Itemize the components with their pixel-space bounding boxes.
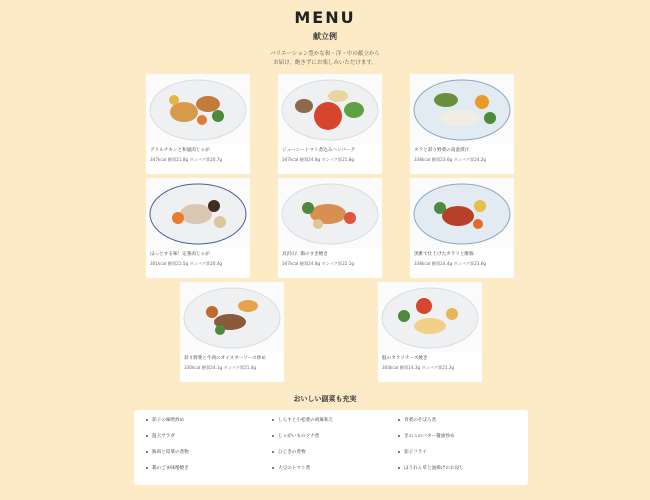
dish-photo	[278, 74, 382, 144]
dish-photo	[410, 178, 514, 248]
dish-nutrition: 347kcal 糖質21.8g タンパク質20.7g	[150, 157, 223, 162]
page-subtitle: 献立例	[313, 32, 337, 41]
side-dishes-title: おいしい副菜も充実	[293, 395, 357, 403]
dish-nutrition: 347kcal 糖質24.8g タンパク質22.1g	[282, 261, 355, 266]
dish-nutrition: 301kcal 糖質21.5g タンパク質20.4g	[150, 261, 223, 266]
menu-card[interactable]	[146, 74, 250, 174]
dish-name: 黒酢で仕上げたカラリと酢豚	[414, 252, 474, 257]
side-dishes-column-1	[146, 418, 189, 482]
dish-nutrition: 338kcal 糖質24.4g タンパク質23.6g	[414, 261, 487, 266]
dish-photo	[146, 178, 250, 248]
menu-card[interactable]	[146, 178, 250, 278]
side-dish-item: 大豆のトマト煮	[272, 466, 333, 482]
page-title: MENU	[294, 8, 356, 27]
menu-card[interactable]	[410, 74, 514, 174]
side-dish-item: 豚肉と筍菜の煮物	[146, 450, 189, 466]
description-line-1: バリエーション豊かな和・洋・中の献立から	[270, 51, 380, 57]
dish-photo	[410, 74, 514, 144]
side-dish-item: 鶏のごま味噌焼き	[146, 466, 189, 482]
dish-name: タラと彩り野菜の南蛮漬け	[414, 148, 470, 153]
side-dish-item: じゃがいものツナ煮	[272, 434, 333, 450]
dish-name: グリルチキンと和風肉じゃが	[150, 148, 210, 153]
side-dish-item: 茄子フライ	[398, 450, 464, 466]
side-dishes-box	[134, 410, 528, 485]
dish-name: ほっとする味！定番肉じゃが	[150, 252, 210, 257]
dish-photo	[378, 282, 482, 352]
dish-nutrition: 347kcal 糖質24.8g タンパク質21.8g	[282, 157, 355, 162]
dish-photo	[278, 178, 382, 248]
dish-photo	[146, 74, 250, 144]
side-dishes-column-3	[398, 418, 464, 482]
description-line-2: お届け。飽きずにお楽しみいただけます。	[273, 60, 377, 66]
side-dish-item: ひじきの煮物	[272, 450, 333, 466]
dish-name: ジューシートマト煮込みハンバーグ	[282, 148, 355, 153]
menu-card[interactable]	[378, 282, 482, 382]
side-dish-item: 温玉サラダ	[146, 434, 189, 450]
side-dish-item: 青菜のそぼろ煮	[398, 418, 464, 434]
menu-card[interactable]	[410, 178, 514, 278]
dish-nutrition: 338kcal 糖質23.6g タンパク質24.2g	[414, 157, 487, 162]
menu-card[interactable]	[278, 74, 382, 174]
dish-name: 鮭のカラリチーズ焼き	[382, 356, 428, 361]
dish-name: 彩り野菜と牛肉のオイスターソース炒め	[184, 356, 266, 361]
side-dish-item: 茄子の味噌炒め	[146, 418, 189, 434]
dish-name: 具沢山！鶏のすき焼き	[282, 252, 328, 257]
side-dish-item: きのこのバター醤油炒め	[398, 434, 464, 450]
side-dish-item: ほうれん草と油揚げのお浸し	[398, 466, 464, 482]
menu-card[interactable]	[278, 178, 382, 278]
side-dish-item: しらすと小松菜の胡麻和え	[272, 418, 333, 434]
dish-nutrition: 330kcal 糖質24.1g タンパク質21.4g	[184, 365, 257, 370]
menu-header	[0, 8, 650, 68]
dish-photo	[180, 282, 284, 352]
page-description	[0, 50, 650, 68]
side-dishes-column-2	[272, 418, 333, 482]
menu-card[interactable]	[180, 282, 284, 382]
dish-nutrition: 304kcal 糖質14.3g タンパク質21.3g	[382, 365, 455, 370]
